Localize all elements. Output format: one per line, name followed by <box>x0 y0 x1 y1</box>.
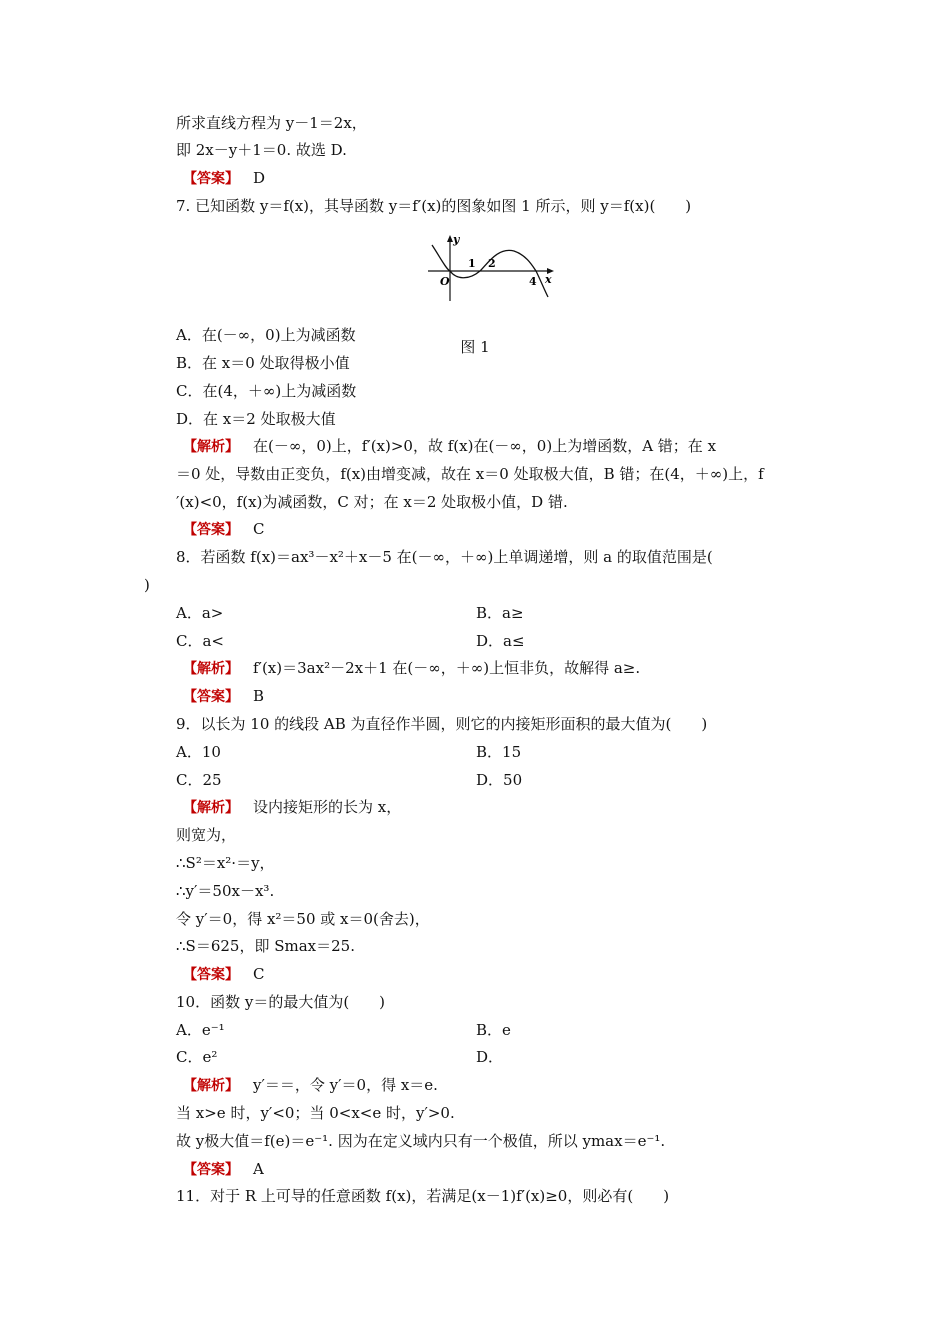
text-line <box>176 992 385 1012</box>
section-tag: 【答案】 <box>183 522 239 538</box>
text-line <box>176 547 713 567</box>
figure-caption: 图 1 <box>460 338 490 356</box>
line-text: B．15 <box>476 743 522 761</box>
line-text: 则宽为， <box>176 826 237 844</box>
section-tag: 【答案】 <box>183 967 239 983</box>
origin-label: O <box>440 275 450 288</box>
text-line <box>176 714 707 734</box>
line-text: C．25 <box>176 771 222 789</box>
labeled-line <box>183 964 264 985</box>
line-text: 7. 已知函数 y＝f(x)，其导函数 y＝f′(x)的图象如图 1 所示，则 y＝f(x)( ) <box>176 197 692 215</box>
line-text: C <box>253 520 265 538</box>
text-line <box>476 1020 511 1040</box>
line-text: A <box>253 1160 264 1178</box>
line-text: 所求直线方程为 y－1＝2x， <box>176 114 367 132</box>
text-line <box>176 1103 455 1123</box>
line-text: C．在(4，＋∞)上为减函数 <box>176 382 357 400</box>
line-text: 设内接矩形的长为 x， <box>253 798 402 816</box>
text-line <box>176 936 355 956</box>
line-text: A．a> <box>176 604 224 622</box>
text-line <box>176 1020 225 1040</box>
text-line <box>176 909 430 929</box>
labeled-line <box>183 519 264 540</box>
text-line <box>176 770 222 790</box>
tick-label-2: 2 <box>488 257 496 270</box>
y-axis-label: y <box>453 233 460 246</box>
labeled-line <box>183 1075 438 1096</box>
text-line <box>476 770 522 790</box>
line-text: ) <box>144 576 150 594</box>
line-text: 9．以长为 10 的线段 AB 为直径作半圆，则它的内接矩形面积的最大值为( ) <box>176 715 708 733</box>
section-tag: 【解析】 <box>183 661 239 677</box>
text-line <box>176 492 568 512</box>
text-line <box>176 140 347 160</box>
x-axis-label: x <box>545 273 552 286</box>
text-line <box>176 853 275 873</box>
text-line <box>476 631 525 651</box>
line-text: f′(x)＝3ax²－2x＋1 在(－∞，＋∞)上恒非负，故解得 a≥. <box>253 659 641 677</box>
text-line <box>176 1047 217 1067</box>
line-text: D． <box>476 1048 504 1066</box>
line-text: A．10 <box>176 743 221 761</box>
line-text: ′(x)<0，f(x)为减函数，C 对；在 x＝2 处取极小值，D 错. <box>176 493 568 511</box>
text-line <box>144 575 150 595</box>
section-tag: 【解析】 <box>183 439 239 455</box>
section-tag: 【答案】 <box>183 171 239 187</box>
text-line <box>176 881 274 901</box>
text-line <box>176 742 221 762</box>
text-line <box>176 381 356 401</box>
text-line <box>176 196 691 216</box>
line-text: B．a≥ <box>476 604 524 622</box>
tick-label-4: 4 <box>529 275 537 288</box>
text-line <box>476 603 524 623</box>
labeled-line <box>183 168 265 189</box>
line-text: ∴y′＝50x－x³. <box>176 882 275 900</box>
section-tag: 【解析】 <box>183 800 239 816</box>
line-text: C．e² <box>176 1048 218 1066</box>
text-line <box>476 1047 503 1067</box>
line-text: D．a≤ <box>476 632 525 650</box>
line-text: 故 y极大值＝f(e)＝e⁻¹. 因为在定义域内只有一个极值，所以 ymax＝e⁻¹. <box>176 1132 666 1150</box>
text-line <box>176 409 336 429</box>
line-text: y′＝＝，令 y′＝0，得 x＝e. <box>253 1076 438 1094</box>
text-line <box>176 825 236 845</box>
labeled-line <box>183 797 401 818</box>
text-line <box>176 464 764 484</box>
labeled-line <box>183 1159 264 1180</box>
text-line <box>476 742 521 762</box>
labeled-line <box>183 658 640 679</box>
line-text: B．在 x＝0 处取得极小值 <box>176 354 350 372</box>
line-text: B．e <box>476 1021 511 1039</box>
line-text: A．e⁻¹ <box>176 1021 225 1039</box>
text-line <box>176 631 224 651</box>
labeled-line <box>183 436 716 457</box>
text-line <box>176 113 367 133</box>
line-text: ∴S²＝x²·＝y， <box>176 854 275 872</box>
section-tag: 【解析】 <box>183 1078 239 1094</box>
line-text: D．在 x＝2 处取极大值 <box>176 410 336 428</box>
text-line <box>176 603 223 623</box>
line-text: 11．对于 R 上可导的任意函数 f(x)，若满足(x－1)f′(x)≥0，则必有( ) <box>176 1187 670 1205</box>
labeled-line <box>183 686 264 707</box>
tick-label-1: 1 <box>468 257 476 270</box>
section-tag: 【答案】 <box>183 1162 239 1178</box>
line-text: ∴S＝625，即 Smax＝25. <box>176 937 355 955</box>
line-text: 即 2x－y＋1＝0. 故选 D. <box>176 141 347 159</box>
line-text: A．在(－∞，0)上为减函数 <box>176 326 356 344</box>
line-text: 在(－∞，0)上，f′(x)>0，故 f(x)在(－∞，0)上为增函数，A 错；在 x <box>253 437 717 455</box>
derivative-graph-figure <box>428 231 558 303</box>
text-line <box>176 1131 665 1151</box>
line-text: 当 x>e 时，y′<0；当 0<x<e 时，y′>0. <box>176 1104 455 1122</box>
line-text: D <box>253 169 266 187</box>
line-text: D．50 <box>476 771 523 789</box>
line-text: C．a< <box>176 632 224 650</box>
line-text: 令 y′＝0，得 x²＝50 或 x＝0(舍去)， <box>176 910 430 928</box>
line-text: ＝0 处，导数由正变负，f(x)由增变减，故在 x＝0 处取极大值，B 错；在(4，＋∞)上，f <box>176 465 764 483</box>
line-text: C <box>253 965 265 983</box>
line-text: B <box>253 687 265 705</box>
line-text: 10．函数 y＝的最大值为( ) <box>176 993 386 1011</box>
text-line <box>176 1186 669 1206</box>
section-tag: 【答案】 <box>183 689 239 705</box>
line-text: 8．若函数 f(x)＝ax³－x²＋x－5 在(－∞，＋∞)上单调递增，则 a 的取值范围是( <box>176 548 713 566</box>
